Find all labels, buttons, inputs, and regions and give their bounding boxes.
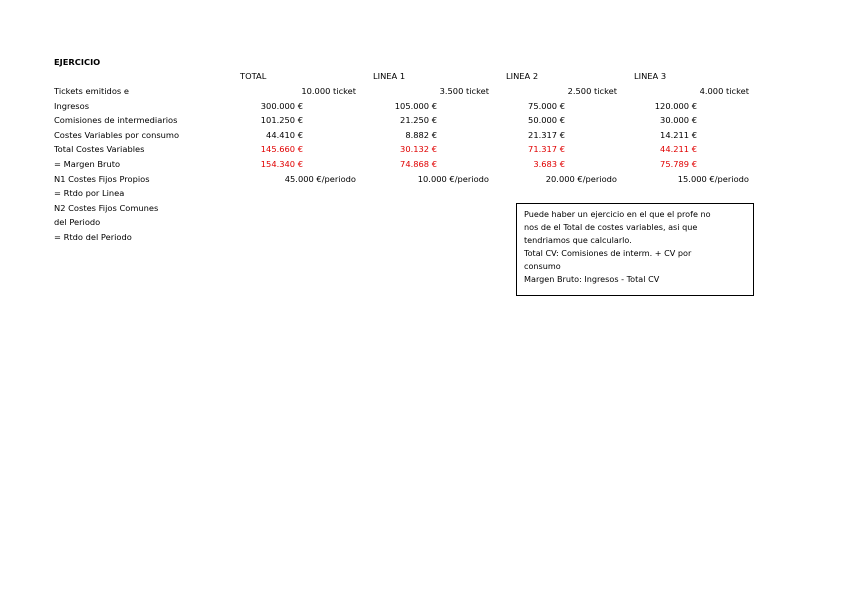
- table-cell: 10.000 €/periodo: [417, 173, 489, 184]
- exercise-title: EJERCICIO: [54, 57, 101, 67]
- table-cell: 101.250 €: [260, 115, 303, 126]
- column-header: LINEA 1: [373, 71, 406, 81]
- row-label: del Periodo: [54, 217, 101, 228]
- row-label: = Margen Bruto: [54, 159, 121, 169]
- table-cell: 10.000 ticket: [301, 86, 356, 96]
- row-label: Tickets emitidos e: [54, 86, 129, 96]
- row-label: Total Costes Variables: [54, 144, 145, 155]
- row-label: Costes Variables por consumo: [54, 129, 180, 140]
- note-line: tendriamos que calcularlo.: [524, 235, 632, 246]
- table-cell: 300.000 €: [260, 100, 303, 111]
- note-line: Total CV: Comisiones de interm. + CV por: [524, 248, 692, 259]
- table-cell: 3.683 €: [533, 159, 565, 169]
- table-cell: 21.250 €: [400, 115, 437, 126]
- table-cell: 4.000 ticket: [699, 86, 749, 96]
- table-cell: 74.868 €: [400, 159, 437, 169]
- table-cell: 44.211 €: [660, 144, 697, 155]
- column-header: LINEA 2: [506, 71, 539, 81]
- table-cell: 45.000 €/periodo: [284, 173, 356, 184]
- table-cell: 71.317 €: [528, 144, 565, 155]
- table-cell: 44.410 €: [266, 129, 303, 140]
- table-cell: 8.882 €: [405, 129, 437, 140]
- table-cell: 30.000 €: [660, 115, 697, 126]
- table-cell: 21.317 €: [528, 129, 565, 140]
- row-label: = Rtdo por Linea: [54, 188, 125, 199]
- table-cell: 15.000 €/periodo: [677, 173, 749, 184]
- note-line: Puede haber un ejercicio en el que el profe no: [524, 209, 711, 219]
- column-header: TOTAL: [240, 71, 267, 81]
- row-label: Comisiones de intermediarios: [54, 115, 178, 126]
- table-cell: 105.000 €: [394, 100, 437, 111]
- row-label: = Rtdo del Periodo: [54, 232, 132, 242]
- table-cell: 20.000 €/periodo: [545, 173, 617, 184]
- row-label: N2 Costes Fijos Comunes: [54, 202, 159, 213]
- table-cell: 120.000 €: [654, 100, 697, 111]
- table-cell: 75.000 €: [528, 100, 565, 111]
- column-header: LINEA 3: [634, 71, 667, 81]
- table-cell: 145.660 €: [260, 144, 303, 155]
- table-cell: 2.500 ticket: [567, 86, 617, 96]
- note-line: Margen Bruto: Ingresos - Total CV: [524, 274, 660, 285]
- table-cell: 154.340 €: [260, 159, 303, 169]
- row-label: N1 Costes Fijos Propios: [54, 173, 150, 184]
- note-line: consumo: [524, 261, 561, 272]
- note-line: nos de el Total de costes variables, asi que: [524, 222, 698, 233]
- table-cell: 30.132 €: [400, 144, 437, 155]
- table-cell: 14.211 €: [660, 129, 697, 140]
- table-cell: 3.500 ticket: [439, 86, 489, 96]
- note-box: [516, 203, 754, 296]
- row-label: Ingresos: [54, 100, 90, 111]
- table-cell: 50.000 €: [528, 115, 565, 126]
- table-cell: 75.789 €: [660, 159, 697, 169]
